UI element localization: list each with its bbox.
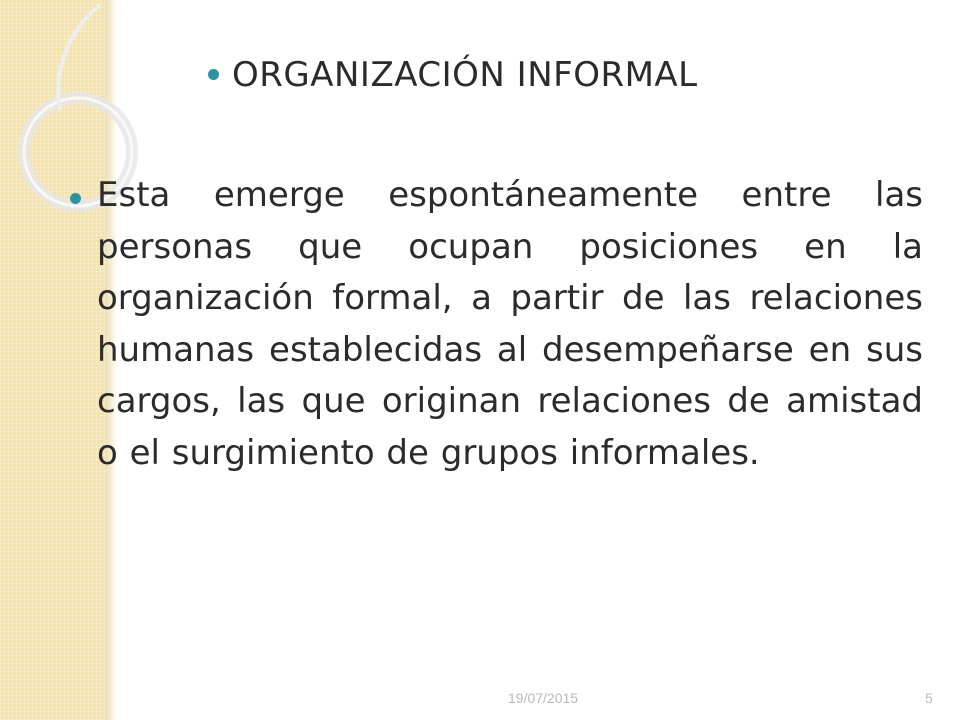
title-bullet [208, 69, 219, 80]
body-bullet [70, 193, 81, 204]
footer-page-number: 5 [925, 690, 933, 706]
slide-title: ORGANIZACIÓN INFORMAL [232, 55, 698, 95]
footer-date: 19/07/2015 [508, 690, 579, 706]
slide-body-text: Esta emerge espontáneamente entre las personas que ocupan posiciones en la organización formal, a partir de las relaciones humanas establecidas al desempeñarse en sus cargos, las que originan relaciones de amistad o el surgimiento de grupos informales. [97, 175, 923, 473]
